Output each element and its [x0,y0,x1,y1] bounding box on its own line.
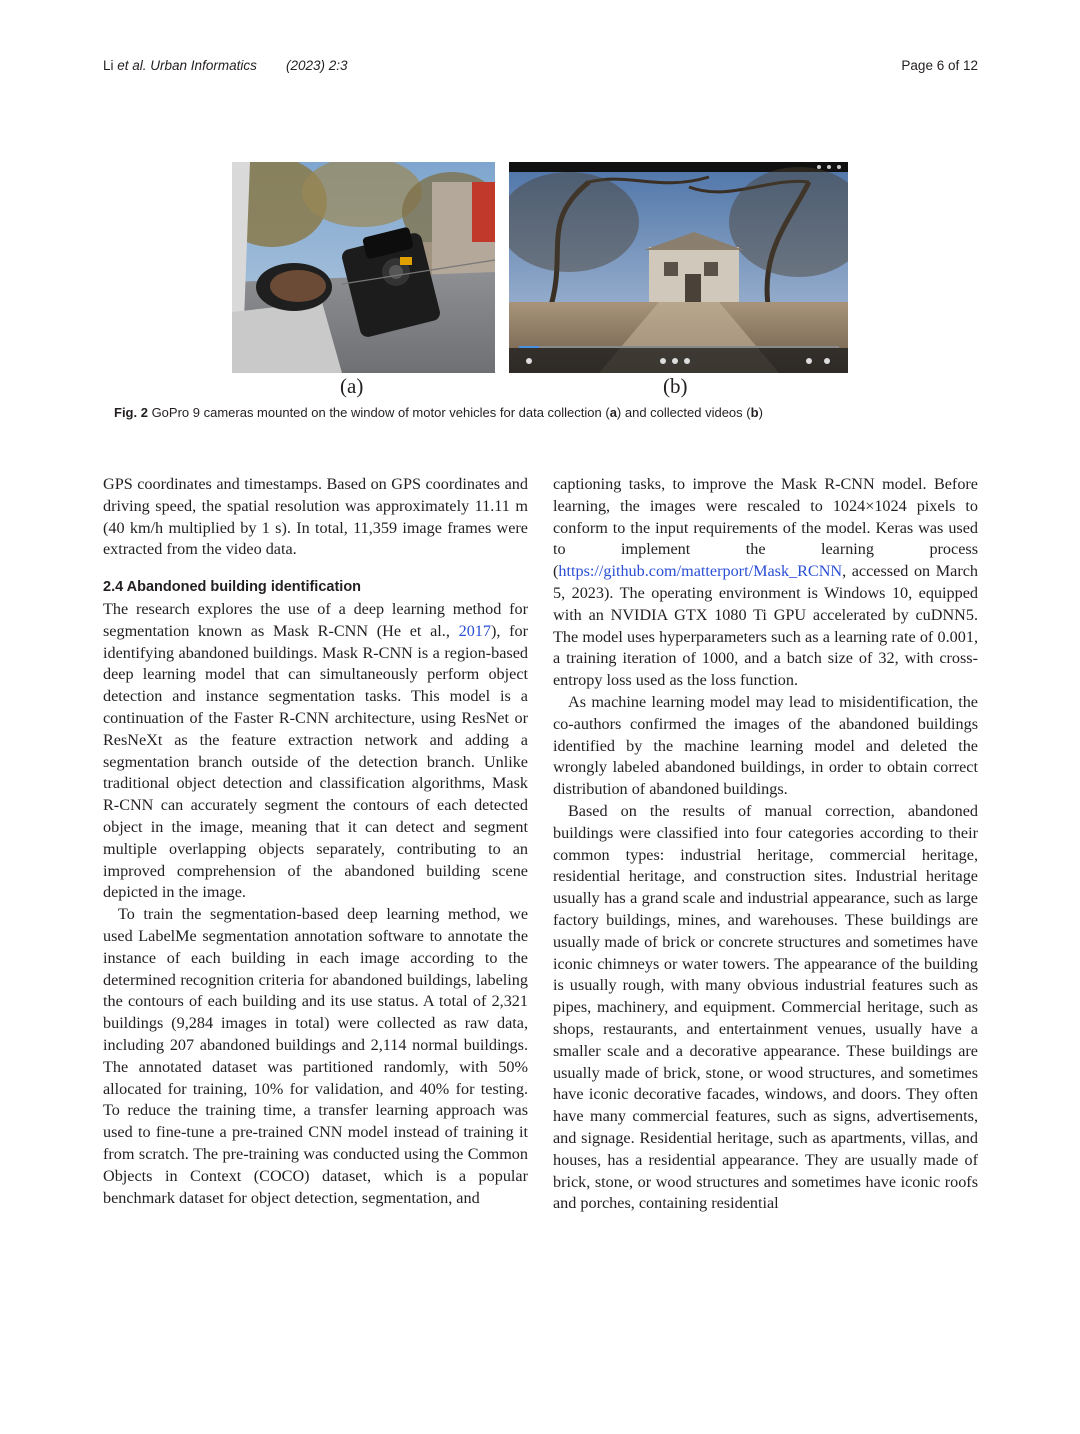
citation-link[interactable]: 2017 [458,621,491,640]
paragraph: captioning tasks, to improve the Mask R-CNN model. Before learning, the images were rescaled to 1024×1024 pixels to conform to the input requirements of the model. Keras was used to implement the learning process (https://github.com/matterport/Mask_RCNN, accessed on March 5, 2023). The operating environment is Windows 10, equipped with an NVIDIA GTX 1080 Ti GPU accelerated by cuDNN5. The model uses hyperparameters such as a learning rate of 0.001, a training iteration of 1000, and a batch size of 32, with cross-entropy loss used as the loss function. [553,475,978,690]
header-authors: Li et al. Urban Informatics [103,58,257,73]
paragraph: To train the segmentation-based deep learning method, we used LabelMe segmentation annotation software to annotate the instance of each building in each image according to the determined recognition criteria for abandoned buildings, labeling the contours of each building and its use status. A total of 2,321 buildings (9,284 images in total) were collected as raw data, including 207 abandoned buildings and 2,114 normal buildings. The annotated dataset was partitioned randomly, with 50% allocated for training, 10% for validation, and 40% for testing. To reduce the training time, a transfer learning approach was used to fine-tune a pre-trained CNN model instead of training it from scratch. The pre-training was conducted using the Common Objects in Context (COCO) dataset, which is a popular benchmark dataset for object detection, segmentation, and [103,905,528,1207]
figure-caption: Fig. 2 GoPro 9 cameras mounted on the window of motor vehicles for data collection (a) and collected videos (b) [114,405,763,420]
panel-label-b: (b) [663,374,688,398]
paragraph: The research explores the use of a deep learning method for segmentation known as Mask R-CNN (He et al., 2017), for identifying abandoned buildings. Mask R-CNN is a region-based deep learning model that can simultaneously perform object detection and instance segmentation tasks. This model is a continuation of the Faster R-CNN architecture, using ResNet or ResNeXt as the feature extraction network and adding a segmentation branch outside of the detection branch. Unlike traditional object detection and classification algorithms, Mask R-CNN can accurately segment the contours of each detected object in the image, meaning that it can detect and segment multiple overlapping objects separately, contributing to an improved comprehension of the abandoned building scene depicted in the image. [103,599,529,902]
github-link[interactable]: https://github.com/matterport/Mask_RCNN [558,562,843,581]
left-column [103,474,528,1209]
paragraph: As machine learning model may lead to misidentification, the co-authors confirmed the images of the abandoned buildings identified by the machine learning model and deleted the wrongly labeled abandoned buildings, in order to obtain correct distribution of abandoned buildings. [553,692,978,799]
car-window-camera-image [232,162,495,373]
right-column [553,474,978,1215]
running-header [103,58,978,78]
page-number: Page 6 of 12 [901,58,978,73]
panel-label-a: (a) [340,374,364,398]
figure-2b-video-frame [509,162,848,373]
section-heading: 2.4 Abandoned building identification [103,579,362,596]
header-year: (2023) 2:3 [286,58,348,73]
paragraph: GPS coordinates and timestamps. Based on GPS coordinates and driving speed, the spatial resolution was approximately 11.11 m (40 km/h multiplied by 1 s). In total, 11,359 image frames were extracted from the video data. [103,475,528,559]
collected-video-image [509,162,848,373]
figure-2a-photo [232,162,495,373]
paragraph: Based on the results of manual correction, abandoned buildings were classified into four categories according to their common types: industrial heritage, commercial heritage, residential heritage, and construction sites. Industrial heritage usually has a grand scale and industrial appearance, such as large factory buildings, mines, and warehouses. These buildings are usually made of brick or concrete structures and sometimes have iconic chimneys or water towers. The appearance of the building is usually rough, with many obvious industrial features such as pipes, machinery, and equipment. Commercial heritage, such as shops, restaurants, and entertainment venues, usually have a smaller scale and a decorative appearance. These buildings are usually made of brick, stone, or wood structures, and sometimes have iconic decorative facades, windows, and doors. They often have many commercial features, such as signs, advertisements, and signage. Residential heritage, such as apartments, villas, and houses, has a residential appearance. They are usually made of brick, stone, or wood structures and sometimes have iconic roofs and porches, containing residential [553,801,978,1213]
